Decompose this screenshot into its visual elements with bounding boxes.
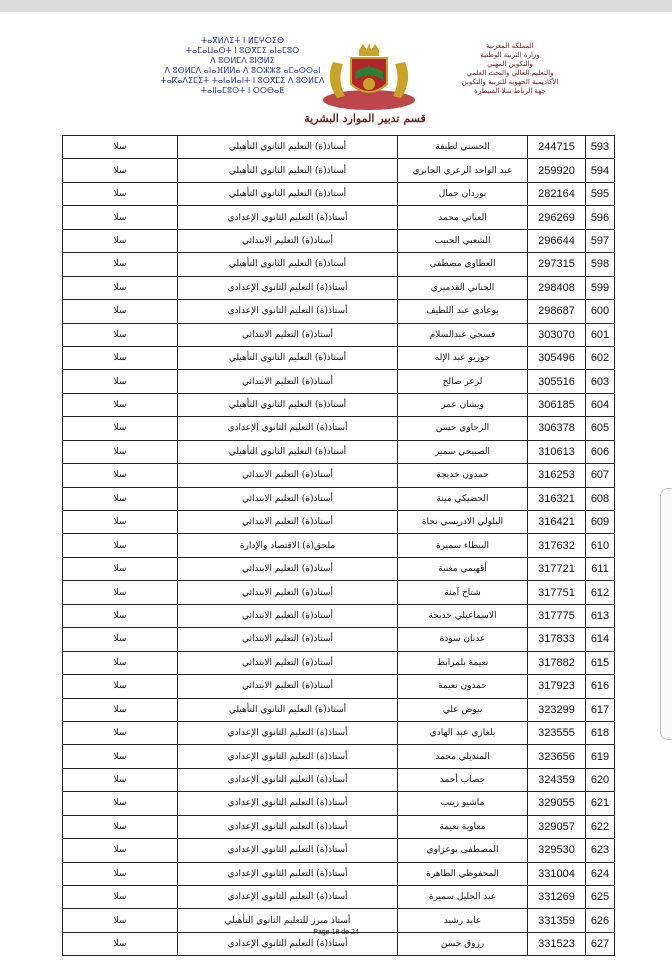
table-row — [63, 370, 615, 393]
code-cell: 317751 — [528, 581, 586, 604]
table-row — [63, 417, 615, 440]
city-cell: سلا — [63, 253, 178, 276]
role-cell: أستاذ(ة) التعليم الثانوي الإعدادي — [178, 276, 398, 299]
name-cell: البيطاء سميرة — [398, 534, 528, 557]
city-cell: سلا — [63, 159, 178, 182]
city-cell: سلا — [63, 768, 178, 791]
row-number-cell: 602 — [586, 346, 615, 369]
name-cell: لزعر صالح — [398, 370, 528, 393]
name-cell: العياتي محمد — [398, 206, 528, 229]
role-cell: أستاذ مبرز للتعليم الثانوي التأهيلي — [178, 909, 398, 932]
table-row — [63, 440, 615, 463]
name-cell: اليلولي الادريسي نجاة — [398, 511, 528, 534]
row-number-cell: 612 — [586, 581, 615, 604]
role-cell: أستاذ(ة) التعليم الابتدائي — [178, 511, 398, 534]
city-cell: سلا — [63, 651, 178, 674]
role-cell: أستاذ(ة) التعليم الثانوي الإعدادي — [178, 839, 398, 862]
row-number-cell: 599 — [586, 276, 615, 299]
name-cell: جوريو عبد الإله — [398, 346, 528, 369]
role-cell: أستاذ(ة) التعليم الابتدائي — [178, 229, 398, 252]
table-row — [63, 839, 615, 862]
row-number-cell: 625 — [586, 886, 615, 909]
row-number-cell: 596 — [586, 206, 615, 229]
code-cell: 316253 — [528, 464, 586, 487]
code-cell: 317775 — [528, 604, 586, 627]
name-cell: جصاب أحمد — [398, 768, 528, 791]
row-number-cell: 610 — [586, 534, 615, 557]
code-cell: 317632 — [528, 534, 586, 557]
row-number-cell: 598 — [586, 253, 615, 276]
name-cell: عدنان سودة — [398, 628, 528, 651]
table-row — [63, 557, 615, 580]
code-cell: 306185 — [528, 393, 586, 416]
row-number-cell: 627 — [586, 932, 615, 955]
city-cell: سلا — [63, 229, 178, 252]
city-cell: سلا — [63, 909, 178, 932]
name-cell: الاسماعيلي خديجة — [398, 604, 528, 627]
row-number-cell: 622 — [586, 815, 615, 838]
name-cell: المحفوظي الطاهرة — [398, 862, 528, 885]
name-cell: المنديلي محمد — [398, 745, 528, 768]
role-cell: أستاذ(ة) التعليم الثانوي الإعدادي — [178, 792, 398, 815]
role-cell: أستاذ(ة) التعليم الثانوي الإعدادي — [178, 721, 398, 744]
role-cell: أستاذ(ة) التعليم الثانوي التأهيلي — [178, 440, 398, 463]
row-number-cell: 626 — [586, 909, 615, 932]
role-cell: أستاذ(ة) التعليم الابتدائي — [178, 604, 398, 627]
row-number-cell: 603 — [586, 370, 615, 393]
city-cell: سلا — [63, 862, 178, 885]
row-number-cell: 615 — [586, 651, 615, 674]
table-row — [63, 721, 615, 744]
staff-table-grid — [62, 135, 615, 956]
table-row — [63, 276, 615, 299]
city-cell: سلا — [63, 136, 178, 159]
tifinagh-line: ⵜⴰⵎⴰⵡⴰⵙⵜ ⵏ ⵓⵙⴳⵎⵉ ⴰⵏⴰⵎⵓⵔ — [185, 46, 300, 55]
code-cell: 306378 — [528, 417, 586, 440]
row-number-cell: 601 — [586, 323, 615, 346]
code-cell: 310613 — [528, 440, 586, 463]
city-cell: سلا — [63, 839, 178, 862]
role-cell: أستاذ(ة) التعليم الابتدائي — [178, 464, 398, 487]
tifinagh-line: ⵜⴰⴳⵍⴷⵉⵜ ⵏ ⵍⵎⵖⵔⵉⴱ — [200, 36, 285, 45]
code-cell: 316421 — [528, 511, 586, 534]
arabic-header-line: والتكوين المهني — [487, 60, 533, 68]
code-cell: 323555 — [528, 721, 586, 744]
city-cell: سلا — [63, 557, 178, 580]
city-cell: سلا — [63, 440, 178, 463]
row-number-cell: 614 — [586, 628, 615, 651]
staff-table — [62, 135, 614, 956]
row-number-cell: 595 — [586, 182, 615, 205]
window-top-band — [0, 0, 672, 12]
code-cell: 317833 — [528, 628, 586, 651]
role-cell: أستاذ(ة) التعليم الابتدائي — [178, 651, 398, 674]
role-cell: أستاذ(ة) التعليم الثانوي الإعدادي — [178, 768, 398, 791]
table-row — [63, 745, 615, 768]
city-cell: سلا — [63, 417, 178, 440]
role-cell: أستاذ(ة) التعليم الثانوي التأهيلي — [178, 393, 398, 416]
code-cell: 331004 — [528, 862, 586, 885]
role-cell: أستاذ(ة) التعليم الثانوي الإعدادي — [178, 886, 398, 909]
name-cell: الحناني القدميري — [398, 276, 528, 299]
city-cell: سلا — [63, 487, 178, 510]
code-cell: 329057 — [528, 815, 586, 838]
table-row — [63, 534, 615, 557]
row-number-cell: 621 — [586, 792, 615, 815]
city-cell: سلا — [63, 721, 178, 744]
name-cell: حمدون خديجة — [398, 464, 528, 487]
role-cell: أستاذ(ة) التعليم الثانوي التأهيلي — [178, 159, 398, 182]
table-row — [63, 253, 615, 276]
name-cell: حمدون نعيمة — [398, 675, 528, 698]
arabic-header — [410, 42, 610, 96]
name-cell: رزوق حسن — [398, 932, 528, 955]
name-cell: بوعادي عبد اللطيف — [398, 300, 528, 323]
table-row — [63, 768, 615, 791]
row-number-cell: 597 — [586, 229, 615, 252]
arabic-header-line: جهة الرباط سلا القنيطرة — [474, 87, 546, 95]
morocco-coat-of-arms-icon — [315, 40, 423, 112]
city-cell: سلا — [63, 182, 178, 205]
city-cell: سلا — [63, 698, 178, 721]
city-cell: سلا — [63, 511, 178, 534]
name-cell: بوردان جمال — [398, 182, 528, 205]
row-number-cell: 623 — [586, 839, 615, 862]
city-cell: سلا — [63, 393, 178, 416]
row-number-cell: 593 — [586, 136, 615, 159]
table-row — [63, 511, 615, 534]
role-cell: أستاذ(ة) التعليم الابتدائي — [178, 675, 398, 698]
table-row — [63, 581, 615, 604]
code-cell: 323656 — [528, 745, 586, 768]
table-row — [63, 323, 615, 346]
code-cell: 329530 — [528, 839, 586, 862]
city-cell: سلا — [63, 276, 178, 299]
side-scroll-handle[interactable] — [660, 488, 672, 740]
city-cell: سلا — [63, 886, 178, 909]
row-number-cell: 613 — [586, 604, 615, 627]
table-row — [63, 487, 615, 510]
city-cell: سلا — [63, 346, 178, 369]
document-header — [60, 36, 615, 134]
name-cell: نعيمة بلمرابط — [398, 651, 528, 674]
table-row — [63, 206, 615, 229]
city-cell: سلا — [63, 604, 178, 627]
name-cell: الحسني لطيفة — [398, 136, 528, 159]
role-cell: أستاذ(ة) التعليم الثانوي التأهيلي — [178, 253, 398, 276]
code-cell: 297315 — [528, 253, 586, 276]
table-row — [63, 136, 615, 159]
code-cell: 305496 — [528, 346, 586, 369]
city-cell: سلا — [63, 534, 178, 557]
name-cell: شتاح آمنة — [398, 581, 528, 604]
table-row — [63, 464, 615, 487]
city-cell: سلا — [63, 206, 178, 229]
arabic-header-line: المملكة المغربية — [486, 42, 534, 50]
row-number-cell: 620 — [586, 768, 615, 791]
arabic-header-line: الأكاديمية الجهوية للتربية والتكوين — [461, 78, 559, 86]
role-cell: أستاذ(ة) التعليم الابتدائي — [178, 370, 398, 393]
department-title: قسم تدبير الموارد البشرية — [304, 112, 426, 125]
city-cell: سلا — [63, 745, 178, 768]
row-number-cell: 600 — [586, 300, 615, 323]
city-cell: سلا — [63, 932, 178, 955]
code-cell: 298408 — [528, 276, 586, 299]
name-cell: بيوض علي — [398, 698, 528, 721]
table-row — [63, 628, 615, 651]
name-cell: عابد رشيد — [398, 909, 528, 932]
role-cell: أستاذ(ة) التعليم الابتدائي — [178, 557, 398, 580]
role-cell: أستاذ(ة) التعليم الابتدائي — [178, 628, 398, 651]
role-cell: أستاذ(ة) التعليم الابتدائي — [178, 487, 398, 510]
city-cell: سلا — [63, 675, 178, 698]
role-cell: أستاذ(ة) التعليم الابتدائي — [178, 323, 398, 346]
arabic-header-line: وزارة التربية الوطنية — [480, 51, 540, 59]
tifinagh-line: ⵜⴰⵏⵏⴰⵎⵓⵙⵜ ⵏ ⵔⵔⴱⴰⵟ — [200, 86, 285, 95]
role-cell: أستاذ(ة) التعليم الابتدائي — [178, 581, 398, 604]
row-number-cell: 607 — [586, 464, 615, 487]
city-cell: سلا — [63, 792, 178, 815]
table-row — [63, 815, 615, 838]
city-cell: سلا — [63, 370, 178, 393]
name-cell: بلغازي عبد الهادي — [398, 721, 528, 744]
row-number-cell: 606 — [586, 440, 615, 463]
code-cell: 259920 — [528, 159, 586, 182]
table-row — [63, 346, 615, 369]
code-cell: 329055 — [528, 792, 586, 815]
code-cell: 317721 — [528, 557, 586, 580]
tifinagh-line: ⴷ ⵓⵙⵍⵎⴷ ⴰⵏⴰⴼⵍⵍⴰ ⴷ ⵓⵔⵣⵣⵓ ⴰⵎⴰⵙⵙⴰⵏ — [164, 66, 321, 75]
name-cell: عبد الجليل سميرة — [398, 886, 528, 909]
row-number-cell: 611 — [586, 557, 615, 580]
row-number-cell: 618 — [586, 721, 615, 744]
role-cell: أستاذ(ة) التعليم الثانوي التأهيلي — [178, 346, 398, 369]
role-cell: أستاذ(ة) التعليم الثانوي الإعدادي — [178, 815, 398, 838]
city-cell: سلا — [63, 581, 178, 604]
tifinagh-line: ⵜⴰⴽⴰⴷⵉⵎⵉⵜ ⵜⴰⵏⴰⵍⴰⵏⵜ ⵏ ⵓⵙⴳⵎⵉ ⴷ ⵓⵙⵍⵎⴷ — [160, 76, 325, 85]
table-row — [63, 182, 615, 205]
code-cell: 305516 — [528, 370, 586, 393]
table-row — [63, 792, 615, 815]
name-cell: فسحي عبدالسلام — [398, 323, 528, 346]
row-number-cell: 594 — [586, 159, 615, 182]
city-cell: سلا — [63, 628, 178, 651]
name-cell: ماشيو زينب — [398, 792, 528, 815]
city-cell: سلا — [63, 300, 178, 323]
name-cell: معاوية نعيمة — [398, 815, 528, 838]
table-row — [63, 886, 615, 909]
code-cell: 331269 — [528, 886, 586, 909]
code-cell: 324359 — [528, 768, 586, 791]
name-cell: الشعبي الحبيب — [398, 229, 528, 252]
row-number-cell: 617 — [586, 698, 615, 721]
code-cell: 331359 — [528, 909, 586, 932]
row-number-cell: 609 — [586, 511, 615, 534]
row-number-cell: 619 — [586, 745, 615, 768]
code-cell: 323299 — [528, 698, 586, 721]
code-cell: 303070 — [528, 323, 586, 346]
table-row — [63, 675, 615, 698]
table-row — [63, 229, 615, 252]
name-cell: ويشان عمر — [398, 393, 528, 416]
name-cell: المصطفى بوعزاوي — [398, 839, 528, 862]
role-cell: أستاذ(ة) التعليم الثانوي الإعدادي — [178, 745, 398, 768]
arabic-header-line: والتعليم العالي والبحث العلمي — [466, 69, 554, 77]
code-cell: 331523 — [528, 932, 586, 955]
name-cell: عبد الواحد الزعري الجابري — [398, 159, 528, 182]
role-cell: أستاذ(ة) التعليم الثانوي الإعدادي — [178, 932, 398, 955]
role-cell: أستاذ(ة) التعليم الثانوي التأهيلي — [178, 698, 398, 721]
code-cell: 316321 — [528, 487, 586, 510]
name-cell: العطاوي مصطفى — [398, 253, 528, 276]
row-number-cell: 608 — [586, 487, 615, 510]
code-cell: 296269 — [528, 206, 586, 229]
role-cell: أستاذ(ة) التعليم الثانوي الإعدادي — [178, 206, 398, 229]
role-cell: أستاذ(ة) التعليم الثانوي الإعدادي — [178, 300, 398, 323]
name-cell: أقهيمي مغنية — [398, 557, 528, 580]
name-cell: الحضيكي مينة — [398, 487, 528, 510]
city-cell: سلا — [63, 323, 178, 346]
row-number-cell: 616 — [586, 675, 615, 698]
role-cell: أستاذ(ة) التعليم الثانوي التأهيلي — [178, 136, 398, 159]
table-row — [63, 862, 615, 885]
table-row — [63, 300, 615, 323]
role-cell: أستاذ(ة) التعليم الثانوي الإعدادي — [178, 417, 398, 440]
row-number-cell: 605 — [586, 417, 615, 440]
code-cell: 282164 — [528, 182, 586, 205]
tifinagh-line: ⴷ ⵓⵙⵍⵎⴷ ⵓⵏⵚⵍⵉ — [210, 56, 275, 65]
table-row — [63, 651, 615, 674]
code-cell: 317882 — [528, 651, 586, 674]
table-row — [63, 393, 615, 416]
name-cell: الصبيحي سمير — [398, 440, 528, 463]
role-cell: ملحق(ة) الاقتصاد والإدارة — [178, 534, 398, 557]
code-cell: 244715 — [528, 136, 586, 159]
row-number-cell: 624 — [586, 862, 615, 885]
table-row — [63, 698, 615, 721]
code-cell: 298687 — [528, 300, 586, 323]
table-row — [63, 604, 615, 627]
city-cell: سلا — [63, 464, 178, 487]
row-number-cell: 604 — [586, 393, 615, 416]
code-cell: 317923 — [528, 675, 586, 698]
code-cell: 296644 — [528, 229, 586, 252]
table-row — [63, 159, 615, 182]
role-cell: أستاذ(ة) التعليم الثانوي التأهيلي — [178, 182, 398, 205]
page-number: Page 18 de 24 — [313, 929, 359, 936]
role-cell: أستاذ(ة) التعليم الثانوي الإعدادي — [178, 862, 398, 885]
name-cell: الرحاوي حسن — [398, 417, 528, 440]
city-cell: سلا — [63, 815, 178, 838]
